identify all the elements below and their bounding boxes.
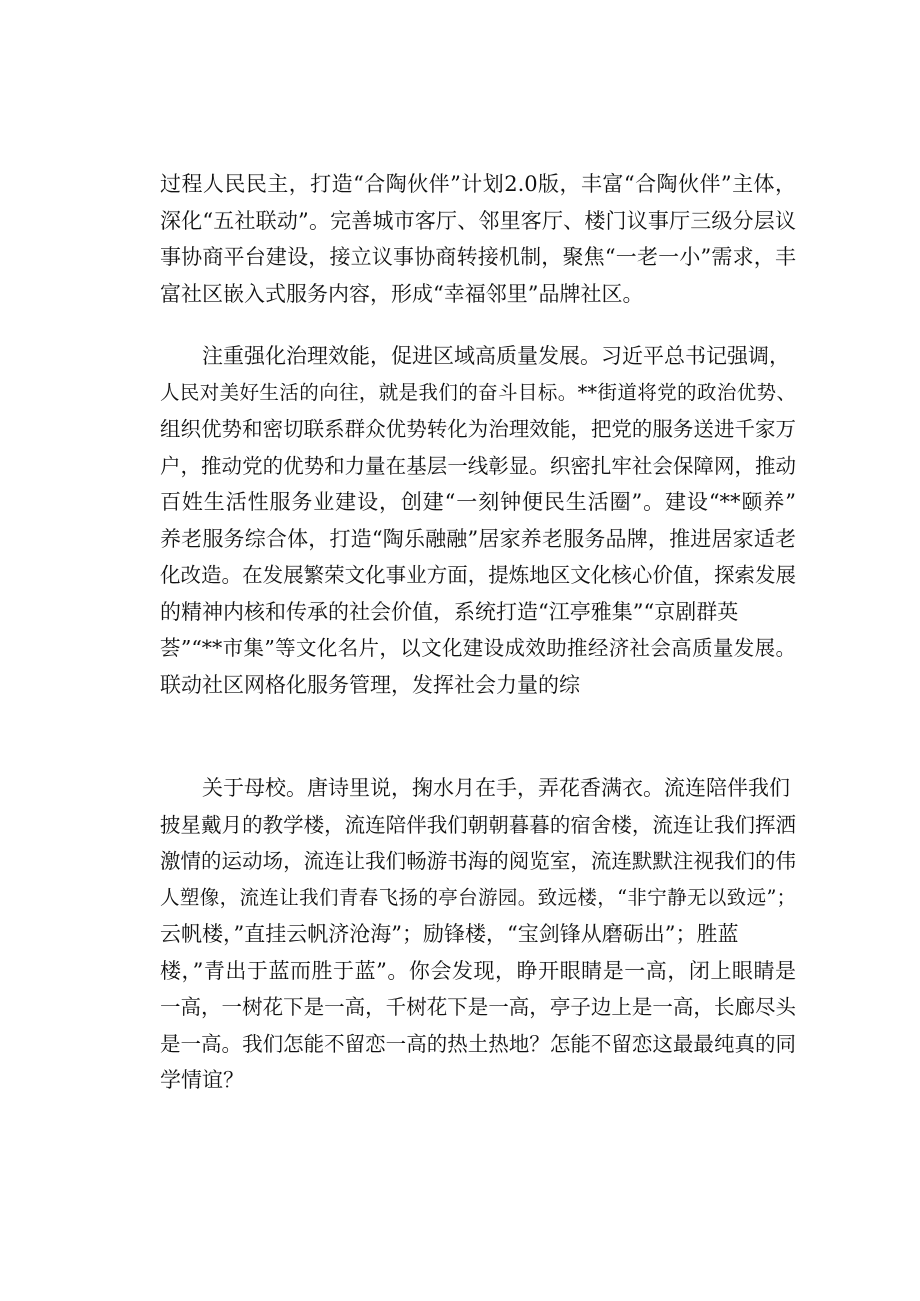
- paragraph-line: 百姓生活性服务业建设，创建“一刻钟便民生活圈”。建设“**颐养”: [160, 490, 796, 514]
- paragraph-line: 过程人民民主，打造“合陶伙伴”计划2.0版，丰富“合陶伙伴”主体，: [160, 172, 796, 196]
- paragraph-line: 事协商平台建设，接立议事协商转接机制，聚焦“一老一小”需求，丰: [160, 245, 796, 269]
- paragraph-line: 云帆楼，”直挂云帆济沧海”；励锋楼，“宝剑锋从磨砺出”；胜蓝: [160, 922, 739, 946]
- paragraph-line: 化改造。在发展繁荣文化事业方面，提炼地区文化核心价值，探索发展: [160, 563, 796, 587]
- paragraph-line: 激情的运动场，流连让我们畅游书海的阅览室，流连默默注视我们的伟: [160, 849, 796, 873]
- paragraph-3: [160, 770, 796, 1099]
- paragraph-line: 户，推动党的优势和力量在基层一线彰显。织密扎牢社会保障网，推动: [160, 453, 796, 478]
- paragraph-1: [160, 166, 796, 312]
- paragraph-line: 的精神内核和传承的社会价值，系统打造“江亭雅集”“京剧群英: [160, 599, 739, 624]
- paragraph-line: 组织优势和密切联系群众优势转化为治理效能，把党的服务送进千家万: [160, 417, 796, 441]
- paragraph-line: 荟”“**市集”等文化名片，以文化建设成效助推经济社会高质量发展。: [160, 636, 796, 660]
- paragraph-line: 联动社区网格化服务管理，发挥社会力量的综: [160, 672, 580, 697]
- paragraph-line: 富社区嵌入式服务内容，形成“幸福邻里”品牌社区。: [160, 281, 644, 306]
- paragraph-line: 是一高。我们怎能不留恋一高的热土热地？怎能不留恋这最最纯真的同: [160, 1031, 796, 1056]
- paragraph-line: 养老服务综合体，打造“陶乐融融”居家养老服务品牌，推进居家适老: [160, 526, 796, 551]
- paragraph-line: 人塑像，流连让我们青春飞扬的亭台游园。致远楼，“非宁静无以致远”；: [160, 885, 796, 909]
- paragraph-line: 楼，”青出于蓝而胜于蓝”。你会发现，睁开眼睛是一高，闭上眼睛是: [160, 958, 796, 983]
- paragraph-line: 披星戴月的教学楼，流连陪伴我们朝朝暮暮的宿舍楼，流连让我们挥洒: [160, 812, 796, 837]
- paragraph-line: 注重强化治理效能，促进区域高质量发展。习近平总书记强调，: [202, 344, 790, 368]
- paragraph-line: 深化“五社联动”。完善城市客厅、邻里客厅、楼门议事厅三级分层议: [160, 208, 796, 233]
- paragraph-line: 关于母校。唐诗里说，掬水月在手，弄花香满衣。流连陪伴我们: [202, 776, 790, 800]
- paragraph-line: 人民对美好生活的向往，就是我们的奋斗目标。**街道将党的政治优势、: [160, 380, 796, 404]
- paragraph-line: 学情谊？: [160, 1068, 244, 1092]
- paragraph-2: [160, 338, 796, 703]
- paragraph-line: 一高，一树花下是一高，千树花下是一高，亭子边上是一高，长廊尽头: [160, 995, 796, 1019]
